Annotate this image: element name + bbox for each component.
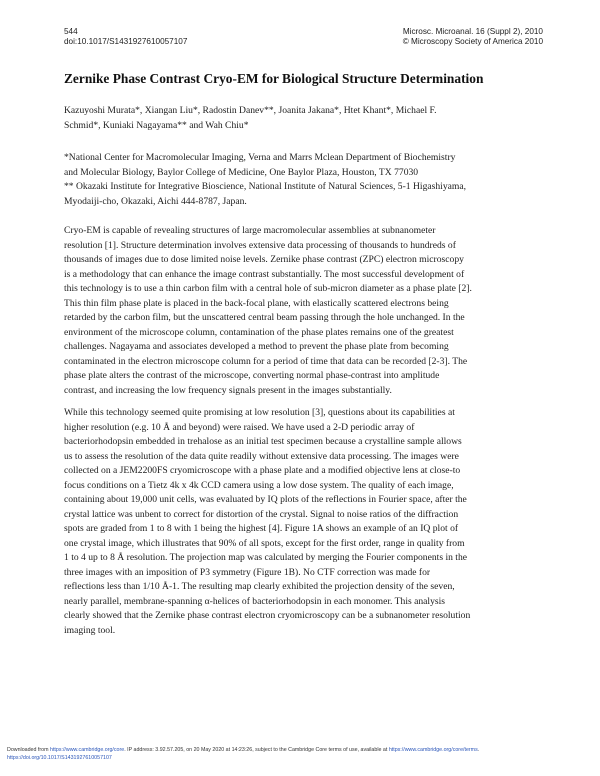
page-number: 544	[64, 27, 78, 36]
text-line: challenges. Nagayama and associates developed a method to prevent the phase plate from becoming	[64, 341, 449, 352]
text-line: three images with an imposition of P3 symmetry (Figure 1B). No CTF correction was made for	[64, 566, 431, 578]
text-line: us to assess the resolution of the data quite readily without extensive data processing. The images were	[64, 450, 459, 462]
text-line: nearly parallel, membrane-spanning α-helices of bacteriorhodopsin in each monomer. This analysis	[64, 595, 446, 607]
affiliation-line: Myodaiji-cho, Okazaki, Aichi 444-8787, Japan.	[64, 195, 247, 207]
download-footer	[7, 746, 597, 762]
text-line: thousands of images due to dose limited noise levels. Zernike phase contrast (ZPC) electron microscopy	[64, 254, 464, 265]
text-line: 1 to 4 up to 8 Å resolution. The projection map was calculated by merging the Fourier components in the	[64, 552, 468, 563]
text-line: containing about 19,000 unit cells, was evaluated by IQ plots of the reflections in Fourier space, after the	[64, 494, 467, 505]
terms-link[interactable]: https://www.cambridge.org/core/terms	[388, 747, 478, 753]
text-line: one crystal image, which illustrates that 90% of all spots, except for the first order, range in quality from	[64, 537, 465, 549]
text-line: focus conditions on a Tietz 4k x 4k CCD camera using a low dose system. The quality of each image,	[64, 479, 454, 491]
footer-line	[7, 746, 597, 754]
text-line: contaminated in the electron microscope column for a period of time that data can be recorded [2-3]. The	[64, 355, 468, 367]
author-line: Kazuyoshi Murata*, Xiangan Liu*, Radostin Danev**, Joanita Jakana*, Htet Khant*, Michael F.	[64, 105, 437, 116]
running-header-left	[64, 27, 187, 47]
affiliation-line: and Molecular Biology, Baylor College of Medicine, One Baylor Plaza, Houston, TX 77030	[64, 166, 419, 178]
text-line: higher resolution (e.g. 10 Å and beyond) were raised. We have used a 2-D periodic array of	[64, 421, 415, 433]
text-line: Cryo-EM is capable of revealing structures of large macromolecular assemblies at subnanometer	[64, 225, 436, 236]
text-line: this technology is to use a thin carbon film with a central hole of sub-micron diameter as a phase plate [2].	[64, 283, 472, 294]
text-line: crystal lattice was unbent to correct for distortion of the crystal. Signal to noise ratios of the diffraction	[64, 508, 459, 520]
ip-access-text: . IP address: 3.92.57.205, on 20 May 2020 at 14:23:26, subject to the Cambridge Core terms of use, available at	[124, 747, 388, 753]
text-line: resolution [1]. Structure determination involves extensive data processing of thousands to hundreds of	[64, 239, 456, 251]
text-line: imaging tool.	[64, 624, 116, 636]
text-line: While this technology seemed quite promising at low resolution [3], questions about its capabilities at	[64, 407, 455, 418]
text-line: collected on a JEM2200FS cryomicroscope with a phase plate and a modified objective lens at close-to	[64, 465, 461, 476]
text-line: This thin film phase plate is placed in the back-focal plane, with elastically scattered electrons being	[64, 297, 449, 309]
text-line: bacteriorhodopsin embedded in trehalose as an initial test specimen because a crystalline sample allows	[64, 436, 462, 447]
cambridge-core-link[interactable]: https://www.cambridge.org/core	[50, 747, 125, 753]
body-paragraph-2	[64, 406, 542, 638]
affiliation-line: ** Okazaki Institute for Integrative Bioscience, National Institute of Natural Sciences, 5-1 Higashiyama,	[64, 181, 467, 192]
author-list	[64, 104, 534, 133]
text-line: clearly showed that the Zernike phase contrast electron cryomicroscopy can be a subnanometer resolution	[64, 610, 471, 621]
affiliation-line: *National Center for Macromolecular Imaging, Verna and Marrs Mclean Department of Biochemistry	[64, 152, 456, 163]
doi-link[interactable]: https://doi.org/10.1017/S1431927610057107	[7, 755, 112, 761]
footer-line	[7, 754, 597, 762]
text-line: environment of the microscope column, contamination of the phase plates remains one of the greatest	[64, 326, 454, 338]
paper-title: Zernike Phase Contrast Cryo-EM for Biological Structure Determination	[64, 71, 484, 86]
downloaded-from-label: Downloaded from	[7, 747, 49, 753]
text-line: reflections less than 1/10 Å-1. The resulting map clearly exhibited the projection density of the seven,	[64, 581, 455, 592]
author-line: Schmid*, Kuniaki Nagayama** and Wah Chiu*	[64, 119, 249, 131]
copyright: © Microscopy Society of America 2010	[402, 37, 543, 46]
text-line: phase plate alters the contrast of the microscope, converting normal phase-contrast into amplitude	[64, 370, 440, 381]
text-line: is a methodology that can enhance the image contrast substantially. The most successful development of	[64, 268, 465, 280]
affiliations	[64, 151, 544, 209]
body-paragraph-1	[64, 224, 542, 398]
text-line: retarded by the carbon film, but the unscattered central beam passing through the hole unchanged. In the	[64, 312, 465, 323]
text-line: spots are graded from 1 to 8 with 1 being the highest [4]. Figure 1A shows an example of an IQ plot of	[64, 523, 459, 534]
journal-citation: Microsc. Microanal. 16 (Suppl 2), 2010	[402, 27, 543, 36]
footer-punct: .	[477, 747, 480, 753]
running-header-right	[403, 27, 543, 47]
text-line: contrast, and increasing the low frequency signals present in the images substantially.	[64, 384, 392, 396]
doi: doi:10.1017/S1431927610057107	[64, 37, 188, 46]
